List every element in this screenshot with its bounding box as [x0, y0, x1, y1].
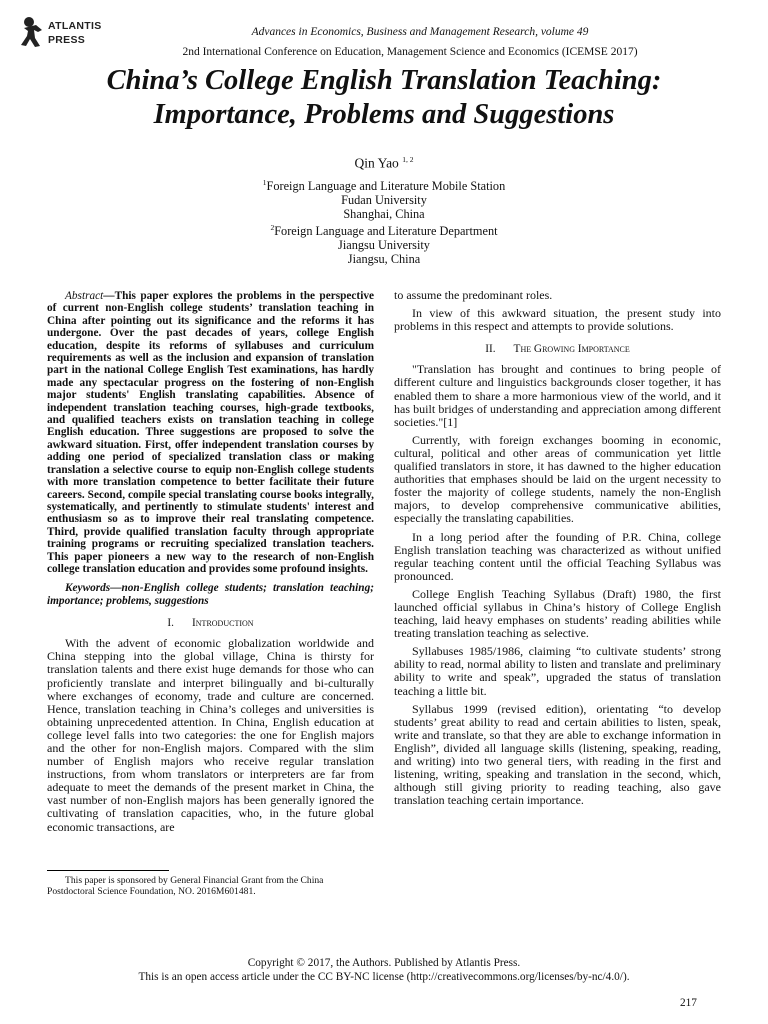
affil1-dept: Foreign Language and Literature Mobile Station [266, 179, 506, 194]
affil2-city: Jiangsu, China [347, 252, 421, 267]
left-column [47, 290, 374, 834]
page-number: 217 [680, 997, 697, 1009]
affil1-city: Shanghai, China [343, 207, 425, 222]
section1-number: I. [167, 617, 175, 630]
author [200, 155, 568, 172]
section2-number: II. [485, 343, 496, 356]
conference-line: 2nd International Conference on Education, Management Science and Economics (ICEMSE 2017) [182, 46, 638, 58]
footnote-line2: Postdoctoral Science Foundation, NO. 2016M601481. [47, 886, 256, 897]
affil2-dept: Foreign Language and Literature Department [274, 224, 498, 239]
title-line2: Importance, Problems and Suggestions [153, 99, 615, 130]
right-column [394, 289, 721, 807]
section1-title: Introduction [192, 617, 254, 630]
importance-paragraph-4: College English Teaching Syllabus (Draft) 1980, the first launched official syllabus in China’s history of College English teaching, laid heavy emphases on students’ reading abilities while treating translation teaching as selective. [394, 586, 721, 641]
footnote [47, 875, 374, 897]
importance-paragraph-2: Currently, with foreign exchanges booming in economic, cultural, political and other areas of communication yet little qualified translators in store, it has dawned to the higher education authorities that emphases should be laid on the urgent necessity to foster the majority of college students, namely the non-English majors, to develop comprehensive communicative abilities, especially the translating capabilities. [394, 432, 721, 526]
abstract [47, 290, 374, 575]
abstract-text: —This paper explores the problems in the perspective of current non-English college students’ translation teaching in China after pointing out its significance and the reforms it has undergone. Over the past decades of years, college English education, despite its reforms of syllabuses and curriculum requirements as well as the inclusion and expansion of translation part in the national College English Test examinations, has hardly made any spectacular progress on the fostering of non-English major students' English translating capabilities. Absence of independent translation teaching courses, high-grade textbooks, and qualified teachers exists on translation teaching in college English education. Three suggestions are proposed to solve the awkward situation. First, offer independent translation courses by adding one period of specialized translation class or making translation a selective course to equip non-English college students with more translation competence to better facilitate their future careers. Second, compile special translating course books integrally, systematically, and pertinently to stimulate students' interest and enthusiasm so as to improve their real translating competence. Third, provide qualified translation faculty through appropriate training programs or recruiting specialized translation teachers. This paper pioneers a new way to the research of non-English college translation education and provides some profound insights. [47, 290, 374, 575]
section2-title: The Growing Importance [513, 343, 630, 356]
keywords: Keywords—non-English college students; translation teaching; importance; problems, suggestions [47, 582, 374, 607]
footnote-separator [47, 870, 169, 871]
importance-paragraph-6: Syllabus 1999 (revised edition), orientating “to develop students’ great ability to read and certain abilities to listen, speak, write and translate, so that they are able to exchange information in English”, divided all language skills (listening, speaking, reading, and writing) into two general tiers, with reading in the first and listening, writing, speaking and translation in the second, which, although still giving priority to reading teaching, also gave translation teaching certain importance. [394, 701, 721, 808]
affiliations [160, 176, 608, 266]
publisher-logo [18, 16, 118, 56]
affil1-mark: 1 [262, 178, 267, 187]
affil1-univ: Fudan University [341, 193, 427, 208]
footnote-line1: This paper is sponsored by General Financial Grant from the China [65, 875, 324, 886]
venue-line: Advances in Economics, Business and Management Research, volume 49 [251, 26, 589, 38]
affiliation-1 [160, 176, 608, 193]
copyright-line: Copyright © 2017, the Authors. Published by Atlantis Press. [247, 957, 521, 969]
section-heading-importance [394, 343, 721, 356]
section-heading-introduction [47, 617, 374, 630]
title-line1: China’s College English Translation Teaching: [106, 65, 662, 96]
intro-paragraph: With the advent of economic globalization worldwide and China stepping into the global village, China is thirsty for translation talents and there exist huge demands for those who can proficiently translate and interpret bilingually and bi-culturally where exchanges of economy, trade and culture are concerned. Hence, translation teaching in China’s colleges and universities is obtaining unprecedented attention. In China, English education at college level falls into two categories: the one for English majors and the other for non-English majors. Compared with the slim number of English majors who receive regular translation instructions, from whom translators or interpreters are far from adequate to meet the demands of the present market in China, the vast number of non-English majors has been generally ignored the cultivating of translation capacities, who, in the future global economic transactions, are [47, 636, 374, 834]
author-name: Qin Yao [354, 155, 399, 171]
atlas-figure-icon [18, 16, 46, 48]
paper-title [40, 64, 728, 132]
logo-line1: ATLANTIS [48, 20, 102, 32]
continued-paragraph: to assume the predominant roles. [394, 288, 553, 302]
importance-paragraph-1: "Translation has brought and continues to bring people of different culture and linguistics backgrounds closer together, it has enabled them to share a more harmonious view of the world, and it has built bridges of understanding and appreciation among different societies."[1] [394, 362, 721, 429]
importance-paragraph-5: Syllabuses 1985/1986, claiming “to cultivate students’ strong ability to read, normal ability to listen and translate and preliminary ability to write and speak”, upgraded the status of translation teaching a little bit. [394, 644, 721, 698]
affil2-mark: 2 [270, 223, 275, 233]
author-affil-marks: 1, 2 [402, 155, 414, 164]
intro-paragraph-2: In view of this awkward situation, the present study into problems in this respect and attempts to provide solutions. [394, 306, 721, 334]
copyright-footer [84, 956, 684, 984]
importance-paragraph-3: In a long period after the founding of P.R. China, college English translation teaching was characterized as without unified regular teaching content until the official Teaching Syllabus was pronounced. [394, 529, 721, 583]
abstract-label: Abstract [65, 290, 104, 302]
license-line: This is an open access article under the CC BY-NC license (http://creativecommons.org/licenses/by-nc/4.0/). [138, 971, 630, 983]
affiliation-2 [160, 221, 608, 238]
logo-line2: PRESS [48, 34, 86, 46]
affil2-univ: Jiangsu University [338, 238, 430, 253]
